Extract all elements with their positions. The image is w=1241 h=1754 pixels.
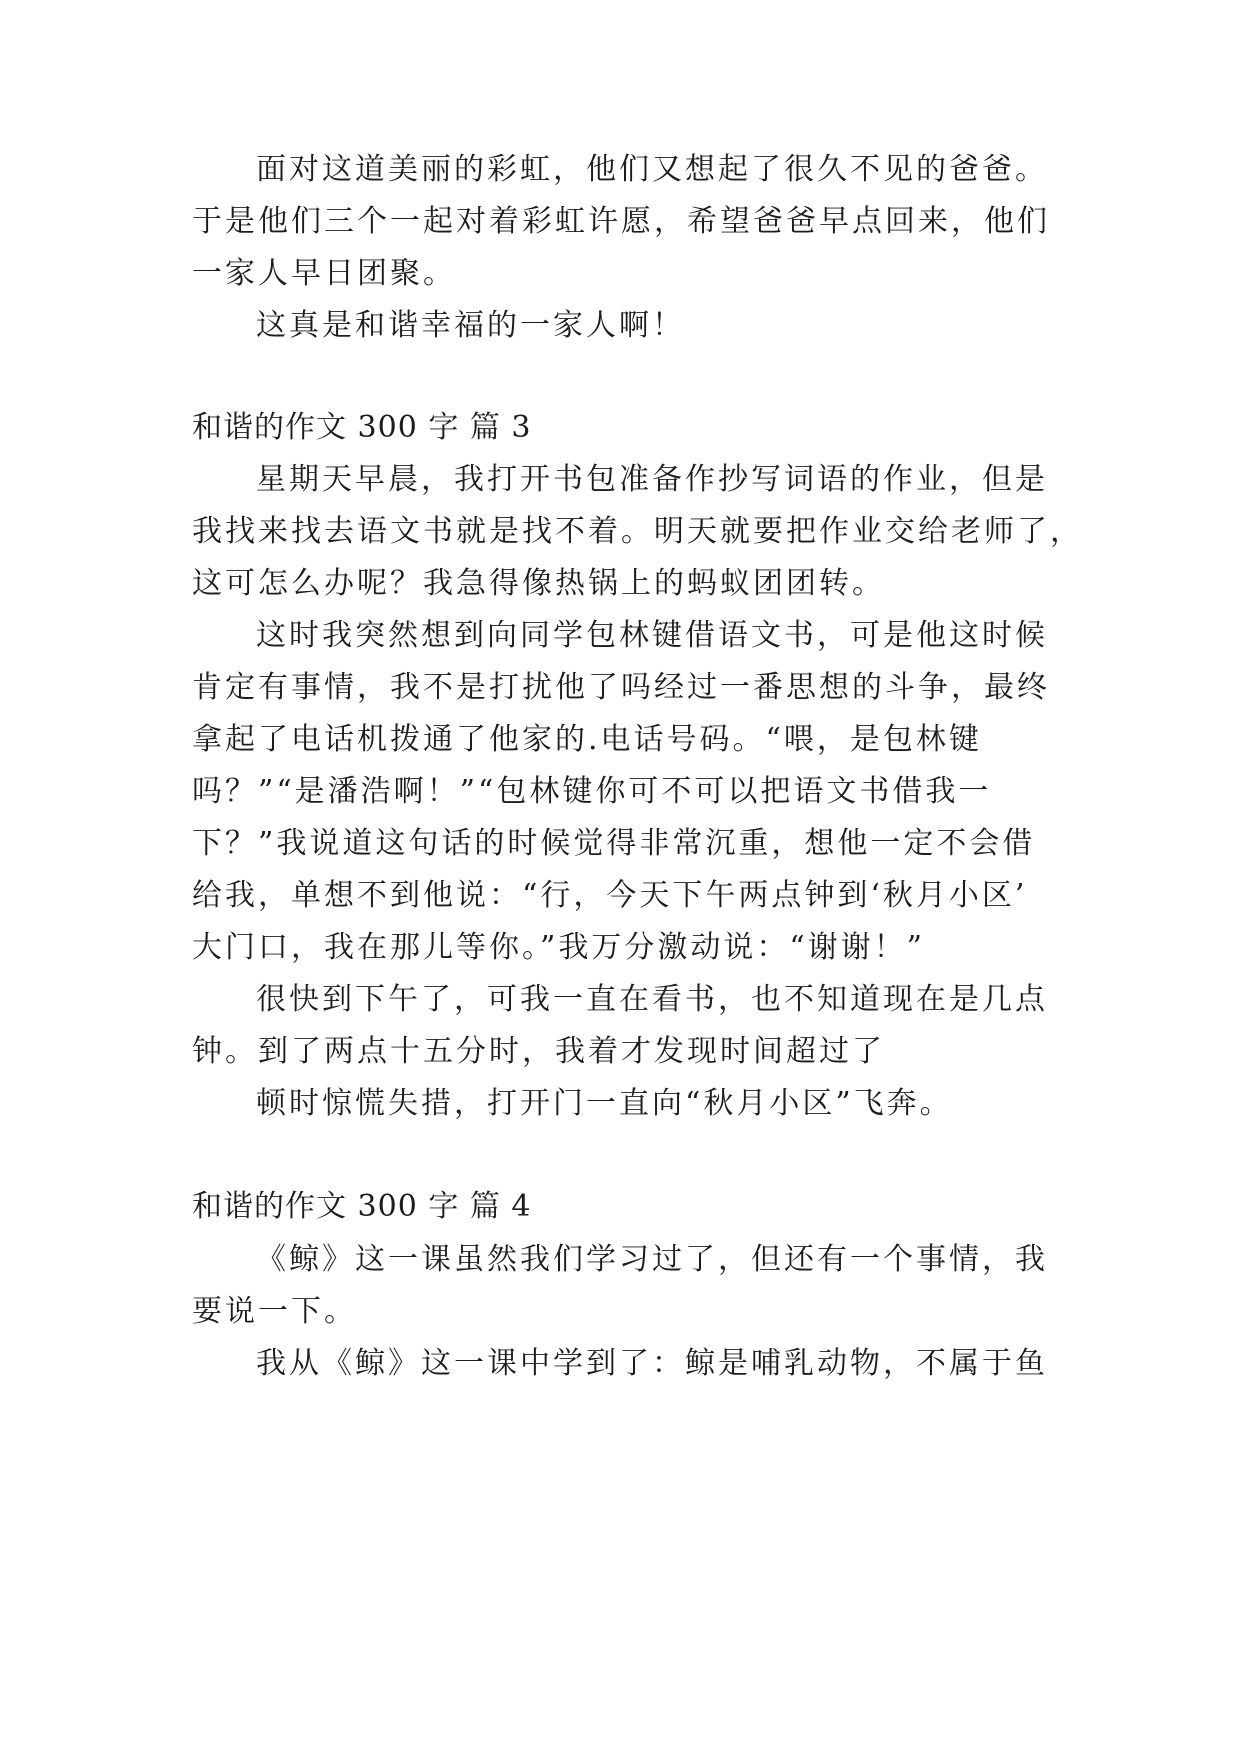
text-line: 很快到下午了，可我一直在看书，也不知道现在是几点: [256, 982, 1048, 1017]
text-line: 星期天早晨，我打开书包准备作抄写词语的作业，但是: [256, 462, 1048, 497]
text-line: 这可怎么办呢？我急得像热锅上的蚂蚁团团转。: [192, 566, 885, 601]
text-line: 大门口，我在那儿等你。”我万分激动说：“谢谢！”: [192, 930, 926, 965]
text-line: 《鲸》这一课虽然我们学习过了，但还有一个事情，我: [256, 1242, 1048, 1277]
text-line: 这时我突然想到向同学包林键借语文书，可是他这时候: [256, 618, 1048, 653]
text-line: 我找来找去语文书就是找不着。明天就要把作业交给老师了，: [192, 514, 1083, 549]
text-line: 顿时惊慌失措，打开门一直向“秋月小区”飞奔。: [256, 1086, 953, 1121]
text-line: 吗？”“是潘浩啊！”“包林键你可不可以把语文书借我一: [192, 774, 992, 809]
section-heading: 和谐的作文 300 字 篇 3: [192, 410, 532, 445]
text-line: 于是他们三个一起对着彩虹许愿，希望爸爸早点回来，他们: [192, 204, 1050, 239]
text-line: 拿起了电话机拨通了他家的.电话号码。“喂，是包林键: [192, 722, 982, 757]
text-line: 面对这道美丽的彩虹，他们又想起了很久不见的爸爸。: [256, 152, 1048, 187]
text-line: 要说一下。: [192, 1294, 357, 1329]
section-heading: 和谐的作文 300 字 篇 4: [192, 1189, 532, 1224]
text-line: 一家人早日团聚。: [192, 256, 456, 291]
text-line: 钟。到了两点十五分时，我着才发现时间超过了: [192, 1034, 885, 1069]
text-line: 这真是和谐幸福的一家人啊！: [256, 308, 685, 343]
text-line: 肯定有事情，我不是打扰他了吗经过一番思想的斗争，最终: [192, 670, 1050, 705]
text-line: 下？”我说道这句话的时候觉得非常沉重，想他一定不会借: [192, 826, 1036, 861]
text-line: 我从《鲸》这一课中学到了：鲸是哺乳动物，不属于鱼: [256, 1346, 1048, 1381]
text-line: 给我，单想不到他说：“行，今天下午两点钟到‘秋月小区’: [192, 878, 1028, 913]
